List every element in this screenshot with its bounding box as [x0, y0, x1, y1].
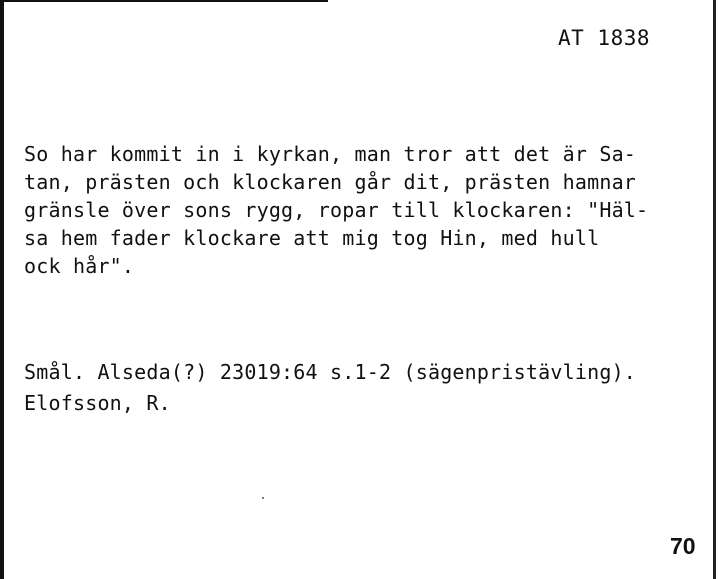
- legend-text-line: So har kommit in i kyrkan, man tror att det är Sa-: [24, 142, 637, 166]
- source-line: Smål. Alseda(?) 23019:64 s.1-2 (sägenpristävling).: [24, 360, 637, 384]
- legend-text: [24, 140, 714, 280]
- legend-text-line: gränsle över sons rygg, ropar till klockaren: "Häl-: [24, 198, 649, 222]
- archive-reference: AT 1838: [558, 26, 651, 50]
- paper-speck: [262, 497, 264, 499]
- card-right-edge: [713, 0, 716, 579]
- card-top-edge: [0, 0, 328, 2]
- card-left-edge: [0, 0, 4, 579]
- legend-text-line: tan, prästen och klockaren går dit, prästen hamnar: [24, 170, 637, 194]
- informant-line: Elofsson, R.: [24, 391, 171, 415]
- page-number: 70: [670, 533, 696, 559]
- source-citation: [24, 357, 714, 419]
- legend-text-line: sa hem fader klockare att mig tog Hin, med hull: [24, 226, 600, 250]
- legend-text-line: ock hår".: [24, 254, 135, 278]
